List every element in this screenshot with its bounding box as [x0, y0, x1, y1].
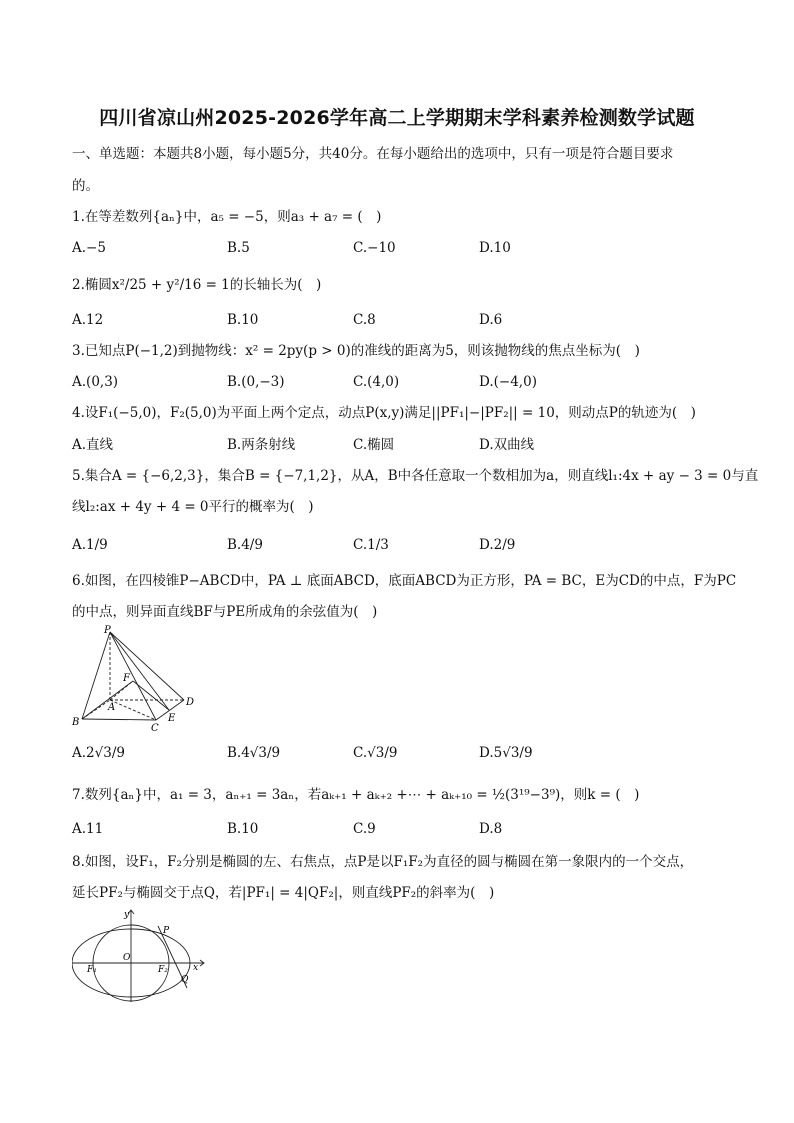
- fig8-label-q: Q: [181, 975, 189, 985]
- q3-option-c: C.(4,0): [353, 374, 400, 390]
- question-6-stem-line1: 6.如图，在四棱锥P−ABCD中，PA ⊥ 底面ABCD，底面ABCD为正方形，PA = BC，E为CD的中点，F为PC: [72, 573, 737, 589]
- q7-option-d: D.8: [479, 821, 503, 837]
- q2-option-c: C.8: [353, 312, 376, 328]
- q3-option-a: A.(0,3): [72, 374, 119, 390]
- question-6-stem-line2: 的中点，则异面直线BF与PE所成角的余弦值为( ): [72, 604, 378, 620]
- q4-option-b: B.两条射线: [227, 437, 296, 453]
- q6-option-d: D.5√3/9: [479, 745, 533, 761]
- question-4-stem: 4.设F₁(−5,0)，F₂(5,0)为平面上两个定点，动点P(x,y)满足||PF₁|−|PF₂|| = 10，则动点P的轨迹为( ): [72, 405, 696, 421]
- q2-option-b: B.10: [227, 312, 259, 328]
- q5-option-b: B.4/9: [227, 537, 263, 553]
- question-5-stem-line2: 线l₂:ax + 4y + 4 = 0平行的概率为( ): [72, 499, 314, 515]
- q4-option-d: D.双曲线: [479, 437, 535, 453]
- question-8-stem-line2: 延长PF₂与椭圆交于点Q，若|PF₁| = 4|QF₂|，则直线PF₂的斜率为( ): [72, 885, 495, 901]
- fig8-label-x: x: [193, 963, 199, 973]
- q1-option-a: A.−5: [72, 240, 106, 256]
- q1-option-c: C.−10: [353, 240, 396, 256]
- page-title: 四川省凉山州2025-2026学年高二上学期期末学科素养检测数学试题: [99, 107, 695, 129]
- question-1-stem: 1.在等差数列{aₙ}中，a₅ = −5，则a₃ + a₇ = ( ): [72, 209, 382, 225]
- q1-option-d: D.10: [479, 240, 511, 256]
- q6-option-a: A.2√3/9: [72, 745, 125, 761]
- q5-option-d: D.2/9: [479, 537, 516, 553]
- q2-option-a: A.12: [72, 312, 104, 328]
- fig6-label-f: F: [123, 673, 130, 684]
- fig8-label-f2: F₂: [158, 965, 168, 975]
- q6-option-b: B.4√3/9: [227, 745, 281, 761]
- question-2-stem: 2.椭圆x²/25 + y²/16 = 1的长轴长为( ): [72, 277, 322, 293]
- q6-option-c: C.√3/9: [353, 745, 398, 761]
- q7-option-a: A.11: [72, 821, 104, 837]
- q3-option-b: B.(0,−3): [227, 374, 285, 390]
- section-header-line1: 一、单选题：本题共8小题，每小题5分，共40分。在每小题给出的选项中，只有一项是符合题目要求: [72, 146, 674, 162]
- q5-option-a: A.1/9: [72, 537, 108, 553]
- q4-option-c: C.椭圆: [353, 437, 395, 453]
- q4-option-a: A.直线: [72, 437, 114, 453]
- fig6-label-c: C: [151, 723, 159, 734]
- q7-option-b: B.10: [227, 821, 259, 837]
- section-header-line2: 的。: [72, 178, 99, 194]
- fig6-label-b: B: [72, 717, 80, 728]
- fig6-label-d: D: [186, 697, 195, 708]
- fig6-label-a: A: [108, 702, 116, 713]
- fig8-label-o: O: [123, 953, 131, 963]
- q1-option-b: B.5: [227, 240, 250, 256]
- pyramid-figure: [70, 624, 210, 736]
- q2-option-d: D.6: [479, 312, 503, 328]
- question-5-stem-line1: 5.集合A = {−6,2,3}，集合B = {−7,1,2}，从A，B中各任意取一个数相加为a，则直线l₁:4x + ay − 3 = 0与直: [72, 468, 759, 484]
- q3-option-d: D.(−4,0): [479, 374, 537, 390]
- fig8-label-f1: F₁: [87, 965, 97, 975]
- fig6-label-e: E: [168, 713, 176, 724]
- question-7-stem: 7.数列{aₙ}中，a₁ = 3，aₙ₊₁ = 3aₙ，若aₖ₊₁ + aₖ₊₂ +⋯ + aₖ₊₁₀ = ½(3¹⁹−3⁹)，则k = ( ): [72, 787, 640, 803]
- question-8-stem-line1: 8.如图，设F₁，F₂分别是椭圆的左、右焦点，点P是以F₁F₂为直径的圆与椭圆在第一象限内的一个交点，: [72, 854, 694, 870]
- fig6-label-p: P: [104, 625, 111, 636]
- fig8-label-y: y: [124, 910, 130, 920]
- q5-option-c: C.1/3: [353, 537, 389, 553]
- question-3-stem: 3.已知点P(−1,2)到抛物线：x² = 2py(p > 0)的准线的距离为5，则该抛物线的焦点坐标为( ): [72, 343, 640, 359]
- fig8-label-p: P: [163, 926, 170, 936]
- q7-option-c: C.9: [353, 821, 376, 837]
- ellipse-figure: [72, 906, 212, 1004]
